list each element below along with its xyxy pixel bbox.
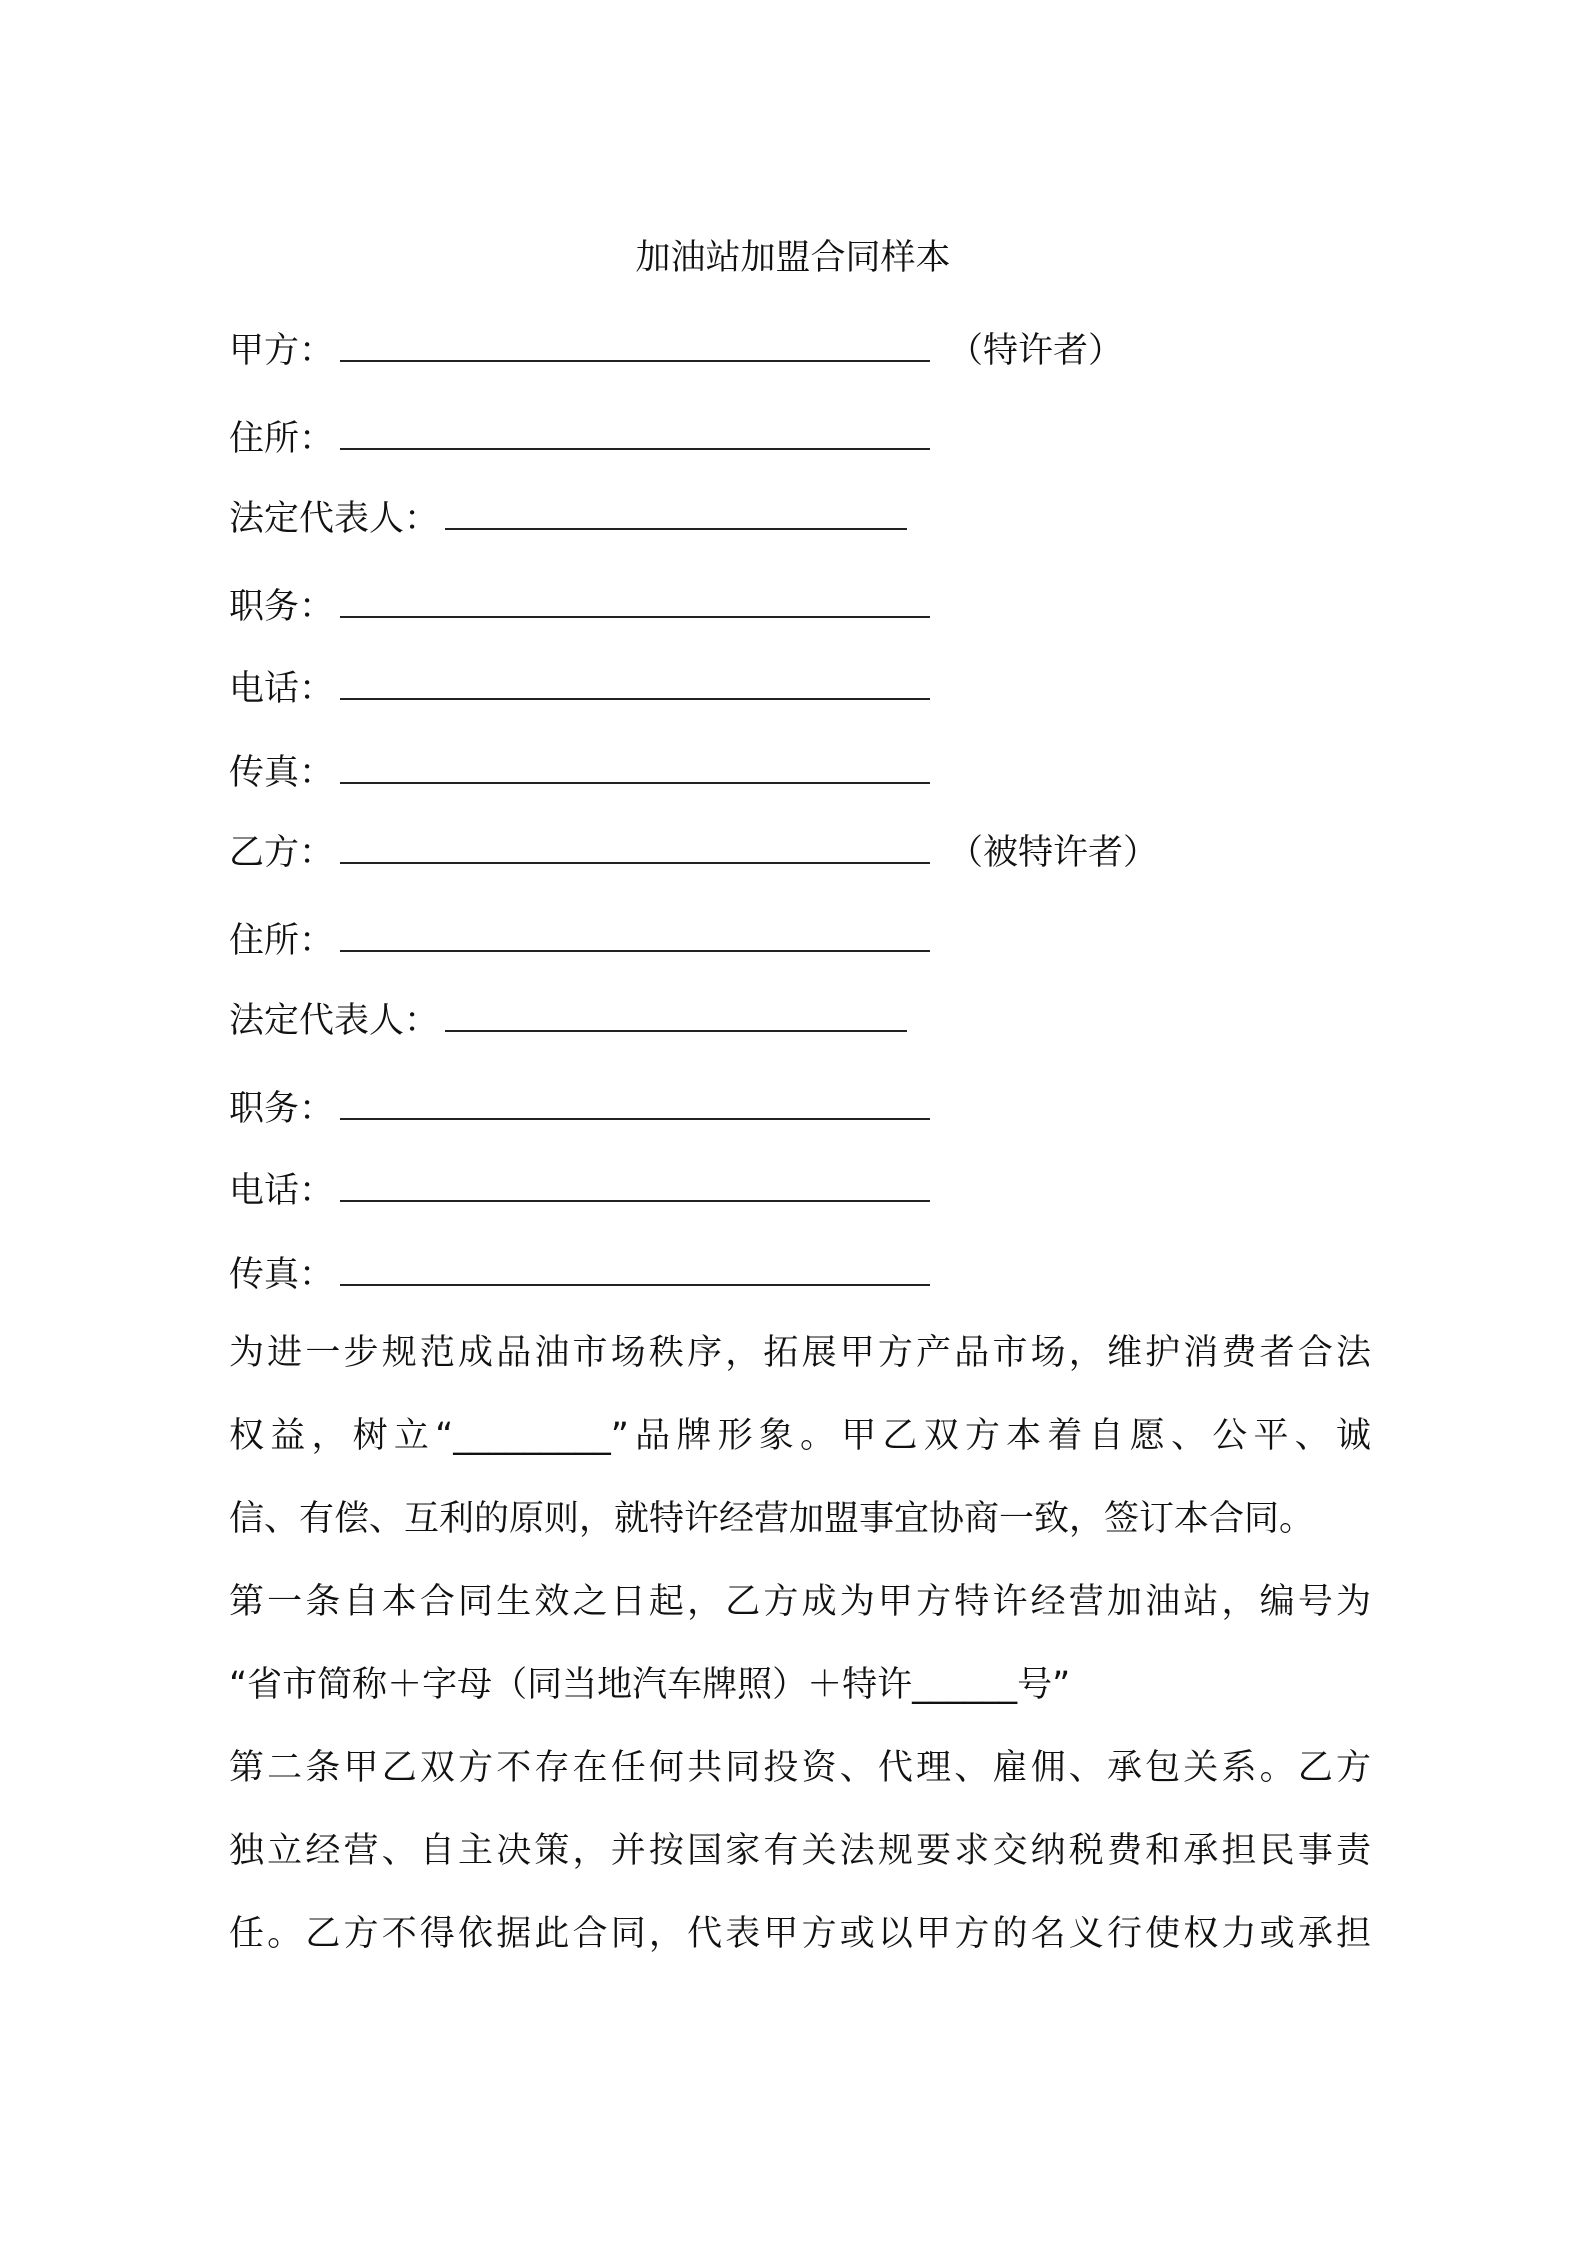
party-b-name-field <box>229 824 1158 874</box>
party-b-phone-field <box>229 1162 936 1212</box>
article-2-paragraph <box>229 1727 1371 1976</box>
party-a-phone-blank[interactable] <box>340 660 930 700</box>
party-b-legal-rep-blank[interactable] <box>445 992 907 1032</box>
party-b-legal-rep-field <box>229 992 913 1042</box>
party-a-address-blank[interactable] <box>340 410 930 450</box>
party-b-address-blank[interactable] <box>340 912 930 952</box>
party-a-position-blank[interactable] <box>340 578 930 618</box>
party-a-name-blank[interactable] <box>340 322 930 362</box>
party-a-role-note: （特许者） <box>948 331 1124 371</box>
preamble-paragraph <box>229 1312 1371 1561</box>
party-b-name-blank[interactable] <box>340 824 930 864</box>
party-a-fax-blank[interactable] <box>340 744 930 784</box>
party-b-role-note: （被特许者） <box>948 833 1159 873</box>
party-b-legal-rep-label: 法定代表人： <box>229 1001 440 1041</box>
party-a-phone-label: 电话： <box>229 669 335 709</box>
article-2-line: 任。乙方不得依据此合同，代表甲方或以甲方的名义行使权力或承担 <box>229 1914 1371 1954</box>
party-b-position-blank[interactable] <box>340 1080 930 1120</box>
article-2-line: 独立经营、自主决策，并按国家有关法规要求交纳税费和承担民事责 <box>229 1831 1371 1871</box>
party-b-phone-blank[interactable] <box>340 1162 930 1202</box>
party-a-address-field <box>229 410 936 460</box>
party-a-position-label: 职务： <box>229 587 335 627</box>
party-b-name-label: 乙方： <box>229 833 335 873</box>
preamble-line: 信、有偿、互利的原则，就特许经营加盟事宜协商一致，签订本合同。 <box>229 1499 1315 1539</box>
party-a-fax-field <box>229 744 936 794</box>
party-a-phone-field <box>229 660 936 710</box>
party-a-name-field <box>229 322 1123 372</box>
party-b-fax-field <box>229 1246 936 1296</box>
article-1-paragraph <box>229 1561 1371 1727</box>
party-b-position-label: 职务： <box>229 1089 335 1129</box>
party-b-address-label: 住所： <box>229 921 335 961</box>
party-b-fax-blank[interactable] <box>340 1246 930 1286</box>
party-b-position-field <box>229 1080 936 1130</box>
article-2-line: 第二条甲乙双方不存在任何共同投资、代理、雇佣、承包关系。乙方 <box>229 1748 1371 1788</box>
party-a-name-label: 甲方： <box>229 331 335 371</box>
party-b-fax-label: 传真： <box>229 1255 335 1295</box>
party-a-legal-rep-blank[interactable] <box>445 490 907 530</box>
party-a-position-field <box>229 578 936 628</box>
party-a-fax-label: 传真： <box>229 753 335 793</box>
article-1-line: “省市简称＋字母（同当地汽车牌照）＋特许______号” <box>229 1665 1071 1705</box>
article-1-line: 第一条自本合同生效之日起，乙方成为甲方特许经营加油站，编号为 <box>229 1582 1371 1622</box>
party-b-address-field <box>229 912 936 962</box>
preamble-line: 权益，树立“_________”品牌形象。甲乙双方本着自愿、公平、诚 <box>229 1416 1371 1456</box>
party-a-legal-rep-field <box>229 490 913 540</box>
preamble-line: 为进一步规范成品油市场秩序，拓展甲方产品市场，维护消费者合法 <box>229 1333 1371 1373</box>
document-title: 加油站加盟合同样本 <box>635 238 951 278</box>
party-a-legal-rep-label: 法定代表人： <box>229 499 440 539</box>
party-b-phone-label: 电话： <box>229 1171 335 1211</box>
party-a-address-label: 住所： <box>229 419 335 459</box>
